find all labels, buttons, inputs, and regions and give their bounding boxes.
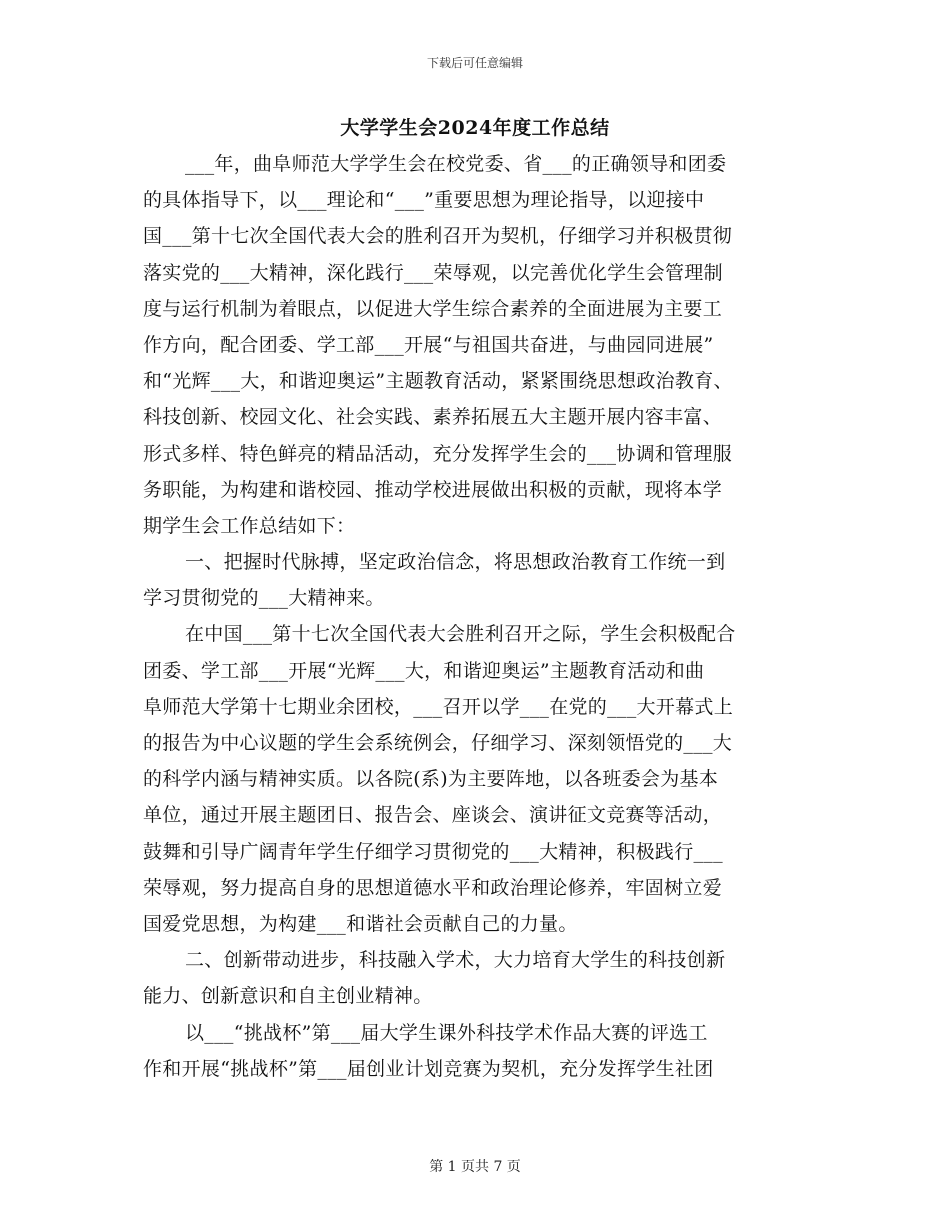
body-line: 科技创新、校园文化、社会实践、素养拓展五大主题开展内容丰富、 [143, 406, 723, 429]
body-line: 务职能，为构建和谐校园、推动学校进展做出积极的贡献，现将本学 [143, 478, 723, 501]
body-line: 鼓舞和引导广阔青年学生仔细学习贯彻党的___大精神，积极践行___ [143, 840, 723, 863]
body-line: 和“光辉___大，和谐迎奥运”主题教育活动，紧紧围绕思想政治教育、 [143, 370, 733, 393]
body-line: 落实党的___大精神，深化践行___荣辱观，以完善优化学生会管理制 [143, 261, 723, 284]
section-heading-line: 一、把握时代脉搏，坚定政治信念，将思想政治教育工作统一到 [185, 551, 726, 574]
body-line: 的报告为中心议题的学生会系统例会，仔细学习、深刻领悟党的___大 [143, 732, 733, 754]
body-line: 团委、学工部___开展“光辉___大，和谐迎奥运”主题教育活动和曲 [143, 659, 705, 682]
body-line: 单位，通过开展主题团日、报告会、座谈会、演讲征文竞赛等活动， [143, 804, 723, 827]
body-line: 荣辱观，努力提高自身的思想道德水平和政治理论修养，牢固树立爱 [143, 876, 723, 899]
body-line: 作方向，配合团委、学工部___开展“与祖国共奋进，与曲园同进展” [143, 333, 714, 356]
section-heading-line: 学习贯彻党的___大精神来。 [143, 587, 385, 610]
body-line: 作和开展“挑战杯”第___届创业计划竞赛为契机，充分发挥学生社团 [143, 1057, 714, 1080]
document-title: 大学学生会2024年度工作总结 [340, 117, 610, 139]
section-heading-line: 能力、创新意识和自主创业精神。 [143, 985, 433, 1008]
body-line: 度与运行机制为着眼点，以促进大学生综合素养的全面进展为主要工 [143, 297, 723, 320]
body-line: 期学生会工作总结如下： [143, 514, 356, 537]
document-body [143, 146, 843, 1087]
page-number-footer: 第 1 页共 7 页 [429, 1159, 521, 1175]
body-line: 阜师范大学第十七期业余团校，___召开以学___在党的___大开幕式上 [143, 695, 734, 718]
body-line: 国爱党思想，为构建___和谐社会贡献自己的力量。 [143, 912, 578, 935]
body-line: 的科学内涵与精神实质。以各院(系)为主要阵地，以各班委会为基本 [143, 768, 719, 791]
section-heading-line: 二、创新带动进步，科技融入学术，大力培育大学生的科技创新 [185, 949, 726, 972]
body-line: 以___“挑战杯”第___届大学生课外科技学术作品大赛的评选工 [185, 1021, 708, 1044]
header-note: 下载后可任意编辑 [426, 56, 523, 70]
body-line: ___年，曲阜师范大学学生会在校党委、省___的正确领导和团委 [185, 153, 727, 175]
body-line: 形式多样、特色鲜亮的精品活动，充分发挥学生会的___协调和管理服 [143, 442, 733, 465]
body-line: 的具体指导下，以___理论和“___”重要思想为理论指导，以迎接中 [143, 189, 705, 212]
body-line: 国___第十七次全国代表大会的胜利召开为契机，仔细学习并积极贯彻 [143, 225, 733, 248]
body-line: 在中国___第十七次全国代表大会胜利召开之际，学生会积极配合 [185, 623, 736, 646]
